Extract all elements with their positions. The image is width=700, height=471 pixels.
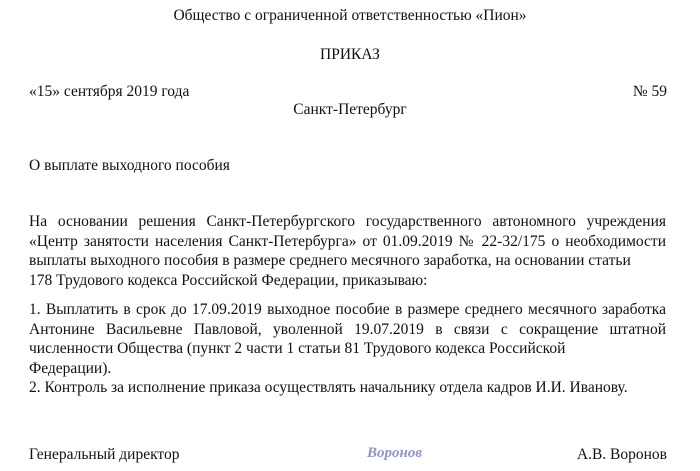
document-city: Санкт-Петербург <box>293 101 407 118</box>
signatory-position: Генеральный директор <box>29 446 180 463</box>
organization-name: Общество с ограниченной ответственностью «Пион» <box>173 7 527 24</box>
document-number: № 59 <box>632 83 667 100</box>
document-type: ПРИКАЗ <box>320 46 380 63</box>
preamble-last-line: 178 Трудового кодекса Российской Федерации, приказываю: <box>29 271 428 289</box>
document-date: «15» сентября 2019 года <box>29 83 190 100</box>
signatory-name: А.В. Воронов <box>576 446 667 463</box>
order-item-1: 1. Выплатить в срок до 17.09.2019 выходное пособие в размере среднего месячного заработка Антонине Васильевне Павловой, уволенной 19.07.2019 в связи с сокращение штатной численности Общества (пункт 2 части 1 статьи 81 Трудового кодекса Российской <box>29 301 666 357</box>
preamble-paragraph: На основании решения Санкт-Петербургского государственного автономного учреждения «Центр занятости населения Санкт-Петербурга» от 01.09.2019 № 22-32/175 о необходимости выплаты выходного пособия в размере среднего месячного заработка, на основании статьи <box>29 213 666 269</box>
order-item-2: 2. Контроль за исполнение приказа осуществлять начальнику отдела кадров И.И. Иванову. <box>29 379 628 396</box>
document-subject: О выплате выходного пособия <box>29 157 230 174</box>
order-item-1-last-line: Федерации). <box>29 359 112 377</box>
handwritten-signature: Воронов <box>367 445 423 461</box>
